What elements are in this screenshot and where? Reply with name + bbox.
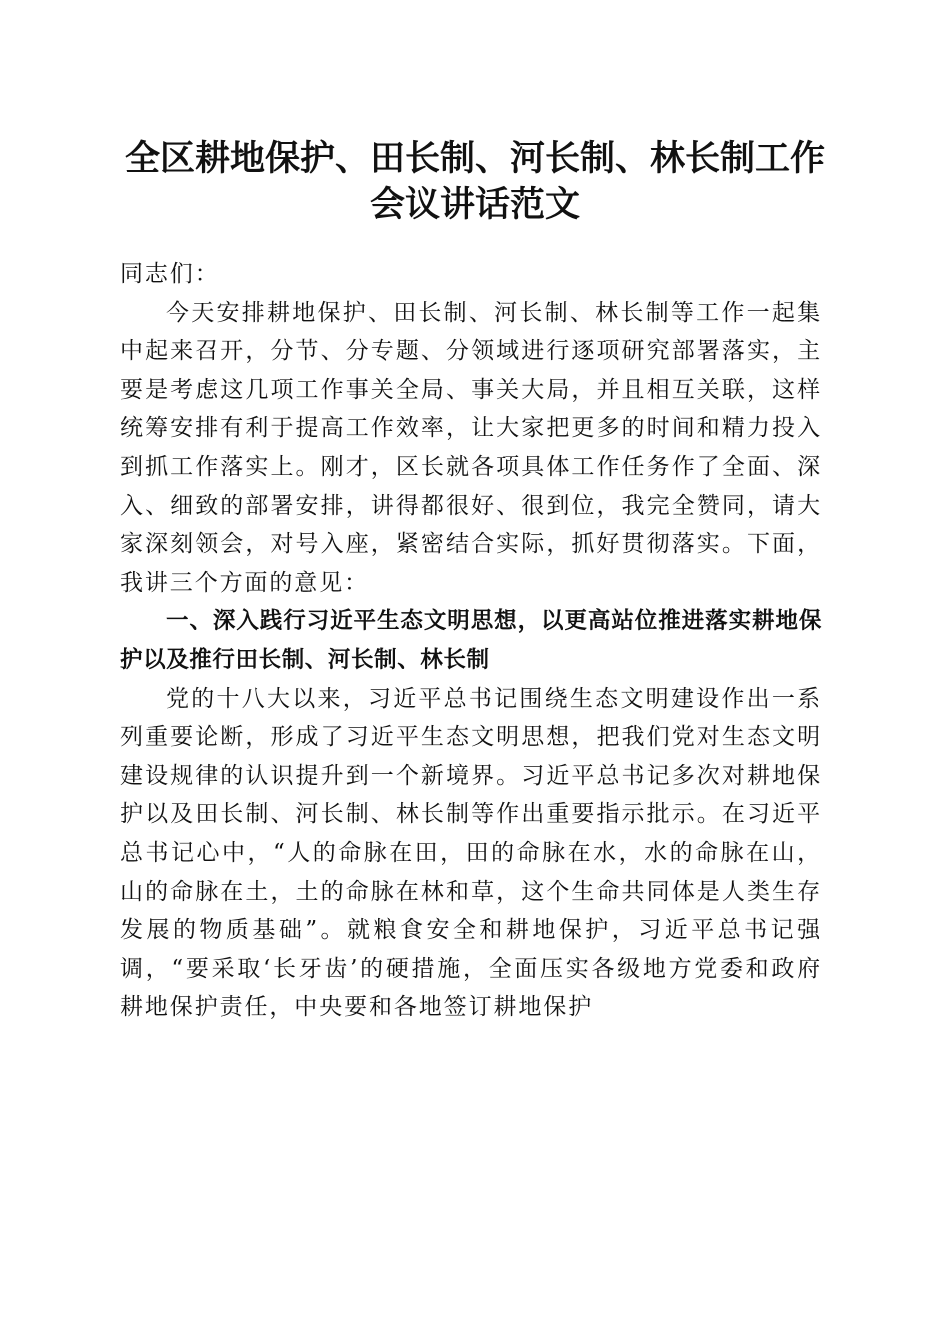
document-body [120,255,822,1027]
section-paragraph: 党的十八大以来，习近平总书记围绕生态文明建设作出一系列重要论断，形成了习近平生态文明思想，把我们党对生态文明建设规律的认识提升到一个新境界。习近平总书记多次对耕地保护以及田长制、河长制、林长制等作出重要指示批示。在习近平总书记心中，“人的命脉在田，田的命脉在水，水的命脉在山，山的命脉在土，土的命脉在林和草，这个生命共同体是人类生存发展的物质基础”。就粮食安全和耕地保护，习近平总书记强调，“要采取‘长牙齿’的硬措施，全面压实各级地方党委和政府耕地保护责任，中央要和各地签订耕地保护 [120,685,822,1021]
salutation: 同志们： [120,261,220,287]
document-title [110,136,840,228]
title-line-2: 会议讲话范文 [369,184,580,225]
intro-paragraph: 今天安排耕地保护、田长制、河长制、林长制等工作一起集中起来召开，分节、分专题、分领域进行逐项研究部署落实，主要是考虑这几项工作事关全局、事关大局，并且相互关联，这样统筹安排有利于提高工作效率，让大家把更多的时间和精力投入到抓工作落实上。刚才，区长就各项具体工作任务作了全面、深入、细致的部署安排，讲得都很好、很到位，我完全赞同，请大家深刻领会，对号入座，紧密结合实际，抓好贯彻落实。下面，我讲三个方面的意见： [120,299,822,596]
section-heading: 一、深入践行习近平生态文明思想，以更高站位推进落实耕地保护以及推行田长制、河长制、林长制 [120,608,822,673]
title-line-1: 全区耕地保护、田长制、河长制、林长制工作 [124,138,825,179]
